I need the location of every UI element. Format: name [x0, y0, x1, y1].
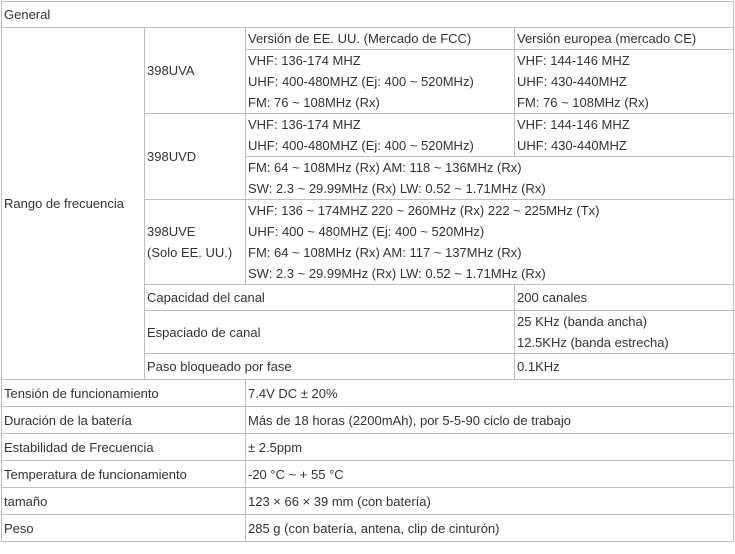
uva-ce-line: FM: 76 ~ 108MHz (Rx)	[517, 95, 649, 110]
model-398uve	[145, 200, 246, 285]
spec-value-line: 25 KHz (banda ancha)	[517, 314, 648, 329]
table-row	[2, 488, 734, 515]
spec-label: Espaciado de canal	[145, 311, 515, 354]
uva-fcc-line: VHF: 136-174 MHZ	[248, 53, 361, 68]
uvd-fcc-cell	[246, 114, 515, 157]
uvd-shared-line: FM: 64 ~ 108MHz (Rx) AM: 118 ~ 136MHz (Rx)	[248, 160, 522, 175]
spec-value: 200 canales	[515, 285, 734, 311]
uva-fcc-line: UHF: 400-480MHZ (Ej: 400 ~ 520MHz)	[248, 74, 474, 89]
uve-cell	[246, 200, 734, 285]
uvd-shared-line: SW: 2.3 ~ 29.99MHz (Rx) LW: 0.52 ~ 1.71MHz (Rx)	[248, 181, 546, 196]
uva-fcc-cell	[246, 50, 515, 114]
spec-value: 285 g (con batería, antena, clip de cinturón)	[246, 515, 734, 542]
uve-line: FM: 64 ~ 108MHz (Rx) AM: 117 ~ 137MHz (Rx)	[248, 245, 522, 260]
spec-label: Estabilidad de Frecuencia	[2, 434, 246, 461]
spec-value: ± 2.5ppm	[246, 434, 734, 461]
table-row	[2, 380, 734, 407]
uvd-ce-line: VHF: 144-146 MHZ	[517, 117, 630, 132]
spec-label: Temperatura de funcionamiento	[2, 461, 246, 488]
spec-value: 0.1KHz	[515, 354, 734, 380]
spec-label: Tensión de funcionamiento	[2, 380, 246, 407]
table-row	[2, 407, 734, 434]
table-row	[2, 434, 734, 461]
uve-line: VHF: 136 ~ 174MHZ 220 ~ 260MHz (Rx) 222 ~ 225MHz (Tx)	[248, 203, 600, 218]
uva-ce-line: UHF: 430-440MHZ	[517, 74, 627, 89]
spec-value-line: 12.5KHz (banda estrecha)	[517, 335, 669, 350]
uve-model-note: (Solo EE. UU.)	[147, 245, 233, 260]
uvd-ce-line: UHF: 430-440MHZ	[517, 138, 627, 153]
spec-table	[1, 1, 734, 542]
general-header: General	[2, 2, 734, 28]
uvd-shared-cell	[246, 157, 734, 200]
spec-label: Capacidad del canal	[145, 285, 515, 311]
table-row	[2, 461, 734, 488]
spec-value: 7.4V DC ± 20%	[246, 380, 734, 407]
model-398uvd: 398UVD	[145, 114, 246, 200]
spec-value: -20 °C ~ + 55 °C	[246, 461, 734, 488]
spec-value: Más de 18 horas (2200mAh), por 5-5-90 ciclo de trabajo	[246, 407, 734, 434]
uvd-fcc-line: VHF: 136-174 MHZ	[248, 117, 361, 132]
table-row	[2, 28, 734, 50]
uvd-ce-cell	[515, 114, 734, 157]
table-row	[2, 515, 734, 542]
rango-label: Rango de frecuencia	[2, 28, 145, 380]
spec-value	[515, 311, 734, 354]
uva-fcc-line: FM: 76 ~ 108MHz (Rx)	[248, 95, 380, 110]
uve-model-line: 398UVE	[147, 224, 196, 239]
header-fcc: Versión de EE. UU. (Mercado de FCC)	[246, 28, 515, 50]
uvd-fcc-line: UHF: 400-480MHZ (Ej: 400 ~ 520MHz)	[248, 138, 474, 153]
uve-line: UHF: 400 ~ 480MHZ (Ej: 400 ~ 520MHz)	[248, 224, 485, 239]
model-398uva: 398UVA	[145, 28, 246, 114]
spec-value: 123 × 66 × 39 mm (con batería)	[246, 488, 734, 515]
header-ce: Versión europea (mercado CE)	[515, 28, 734, 50]
uve-line: SW: 2.3 ~ 29.99MHz (Rx) LW: 0.52 ~ 1.71MHz (Rx)	[248, 266, 546, 281]
spec-label: Peso	[2, 515, 246, 542]
spec-label: Paso bloqueado por fase	[145, 354, 515, 380]
general-row	[2, 2, 734, 28]
spec-label: tamaño	[2, 488, 246, 515]
uva-ce-cell	[515, 50, 734, 114]
uva-ce-line: VHF: 144-146 MHZ	[517, 53, 630, 68]
spec-label: Duración de la batería	[2, 407, 246, 434]
